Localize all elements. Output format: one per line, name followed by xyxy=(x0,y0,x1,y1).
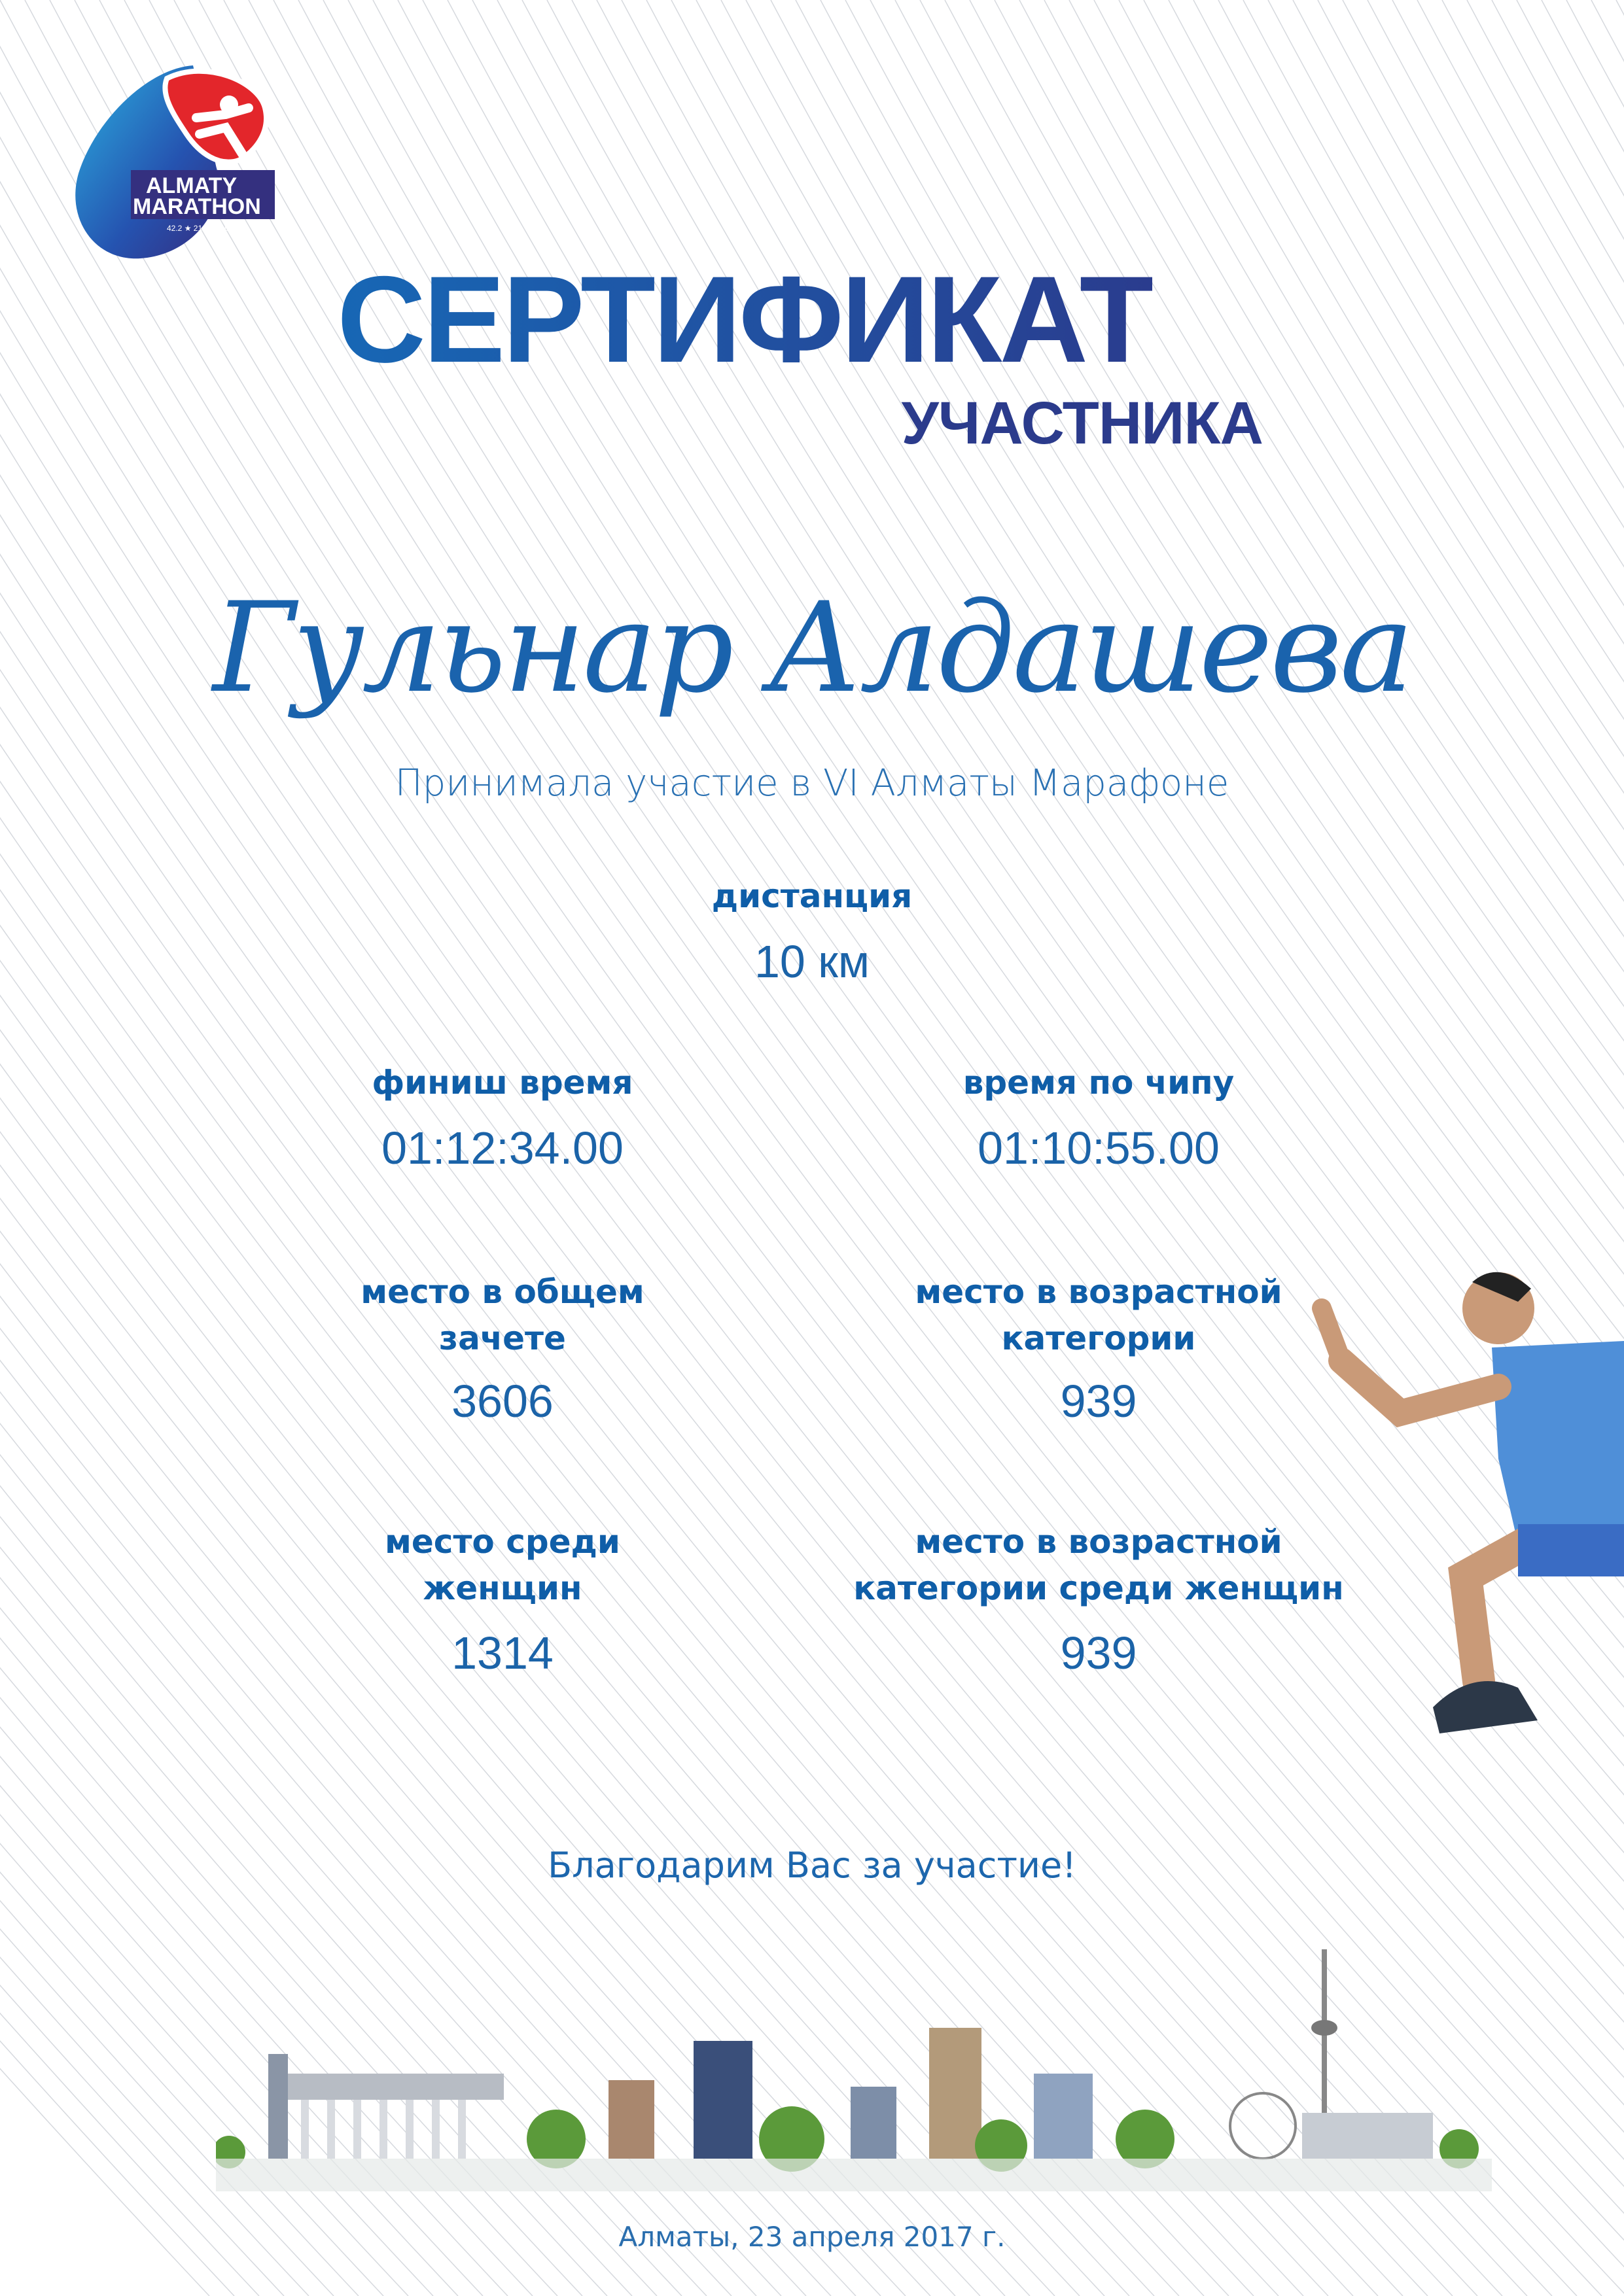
women-place-label: место среди женщин xyxy=(385,1523,620,1607)
distance-value: 10 км xyxy=(754,936,870,987)
distance-label: дистанция xyxy=(711,877,913,915)
runner-image xyxy=(1302,1262,1624,1786)
women-place-value: 1314 xyxy=(451,1627,554,1679)
finish-time-value: 01:12:34.00 xyxy=(381,1122,624,1174)
certificate-title: СЕРТИФИКАТ xyxy=(337,251,1152,388)
chip-time-label: время по чипу xyxy=(962,1064,1235,1102)
svg-text:42.2 ★ 21.1 ★ 10 ★ 3: 42.2 ★ 21.1 ★ 10 ★ 3 xyxy=(167,224,245,233)
certificate-subtitle: УЧАСТНИКА xyxy=(901,390,1263,457)
participant-name: Гульнар Алдашева xyxy=(213,576,1411,720)
chip-time-value: 01:10:55.00 xyxy=(978,1122,1220,1174)
participation-statement: Принимала участие в VI Алматы Марафоне xyxy=(395,762,1229,805)
overall-place-value: 3606 xyxy=(451,1376,554,1427)
finish-time-label: финиш время xyxy=(372,1064,633,1102)
svg-text:MARATHON: MARATHON xyxy=(133,194,261,219)
event-date: Алматы, 23 апреля 2017 г. xyxy=(618,2221,1006,2253)
logo xyxy=(69,62,285,265)
age-women-place-label: место в возрастной категории среди женщин xyxy=(853,1523,1344,1607)
city-skyline-image xyxy=(216,1930,1492,2191)
thank-you-message: Благодарим Вас за участие! xyxy=(548,1845,1076,1886)
age-place-value: 939 xyxy=(1060,1376,1137,1427)
overall-place-label: место в общем зачете xyxy=(361,1273,644,1357)
age-women-place-value: 939 xyxy=(1060,1627,1137,1679)
svg-text:ALMATY: ALMATY xyxy=(146,173,238,198)
age-place-label: место в возрастной категории xyxy=(915,1273,1282,1357)
